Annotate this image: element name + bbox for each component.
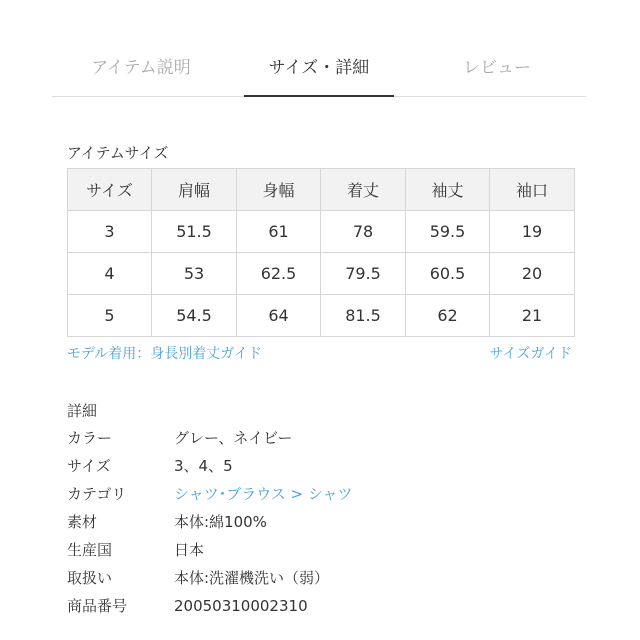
detail-label: 素材	[67, 513, 98, 531]
size-guide-link[interactable]: サイズガイド	[489, 346, 572, 362]
header-shoulder-width: 肩幅	[152, 169, 237, 211]
model-height-guide-link[interactable]: モデル着用：身長別着丈ガイド	[67, 346, 262, 362]
detail-value: 20050310002310	[174, 597, 308, 615]
detail-label: 商品番号	[67, 597, 128, 615]
header-sleeve-length: 袖丈	[406, 169, 490, 211]
detail-label: カテゴリ	[67, 485, 127, 503]
detail-value: 本体:洗濯機洗い（弱）	[174, 569, 330, 587]
detail-label: 生産国	[67, 541, 113, 559]
table-row	[68, 253, 575, 295]
detail-label: サイズ	[67, 457, 111, 475]
table-cell: 81.5	[321, 295, 406, 337]
header-length: 着丈	[321, 169, 406, 211]
table-cell: 3	[68, 211, 152, 253]
header-cuff: 袖口	[490, 169, 575, 211]
table-cell: 51.5	[152, 211, 237, 253]
table-row	[68, 211, 575, 253]
table-cell: 60.5	[406, 253, 490, 295]
details-title: 詳細	[67, 402, 98, 420]
table-cell: 79.5	[321, 253, 406, 295]
table-cell: 21	[490, 295, 575, 337]
table-cell: 53	[152, 253, 237, 295]
table-cell: 64	[237, 295, 321, 337]
table-cell: 59.5	[406, 211, 490, 253]
category-link[interactable]: シャツ･ブラウス > シャツ	[174, 485, 353, 503]
table-cell: 62.5	[237, 253, 321, 295]
detail-value: 3、4、5	[174, 457, 233, 475]
detail-value: 日本	[174, 541, 205, 559]
table-row	[68, 295, 575, 337]
tab-size-details[interactable]: サイズ・詳細	[244, 40, 394, 97]
table-cell: 78	[321, 211, 406, 253]
header-body-width: 身幅	[237, 169, 321, 211]
item-size-title: アイテムサイズ	[67, 144, 169, 162]
tab-bar	[52, 40, 586, 97]
table-cell: 62	[406, 295, 490, 337]
table-cell: 54.5	[152, 295, 237, 337]
tab-reviews[interactable]: レビュー	[463, 58, 531, 78]
detail-label: 取扱い	[67, 569, 113, 587]
tab-item-description[interactable]: アイテム説明	[91, 58, 191, 78]
header-size: サイズ	[68, 169, 152, 211]
table-cell: 4	[68, 253, 152, 295]
size-table	[67, 168, 575, 337]
table-cell: 19	[490, 211, 575, 253]
detail-label: カラー	[67, 429, 113, 447]
detail-value: グレー、ネイビー	[174, 429, 293, 447]
table-cell: 61	[237, 211, 321, 253]
table-cell: 20	[490, 253, 575, 295]
detail-value: 本体:綿100%	[174, 513, 267, 531]
size-table-header-row	[68, 169, 575, 211]
table-cell: 5	[68, 295, 152, 337]
